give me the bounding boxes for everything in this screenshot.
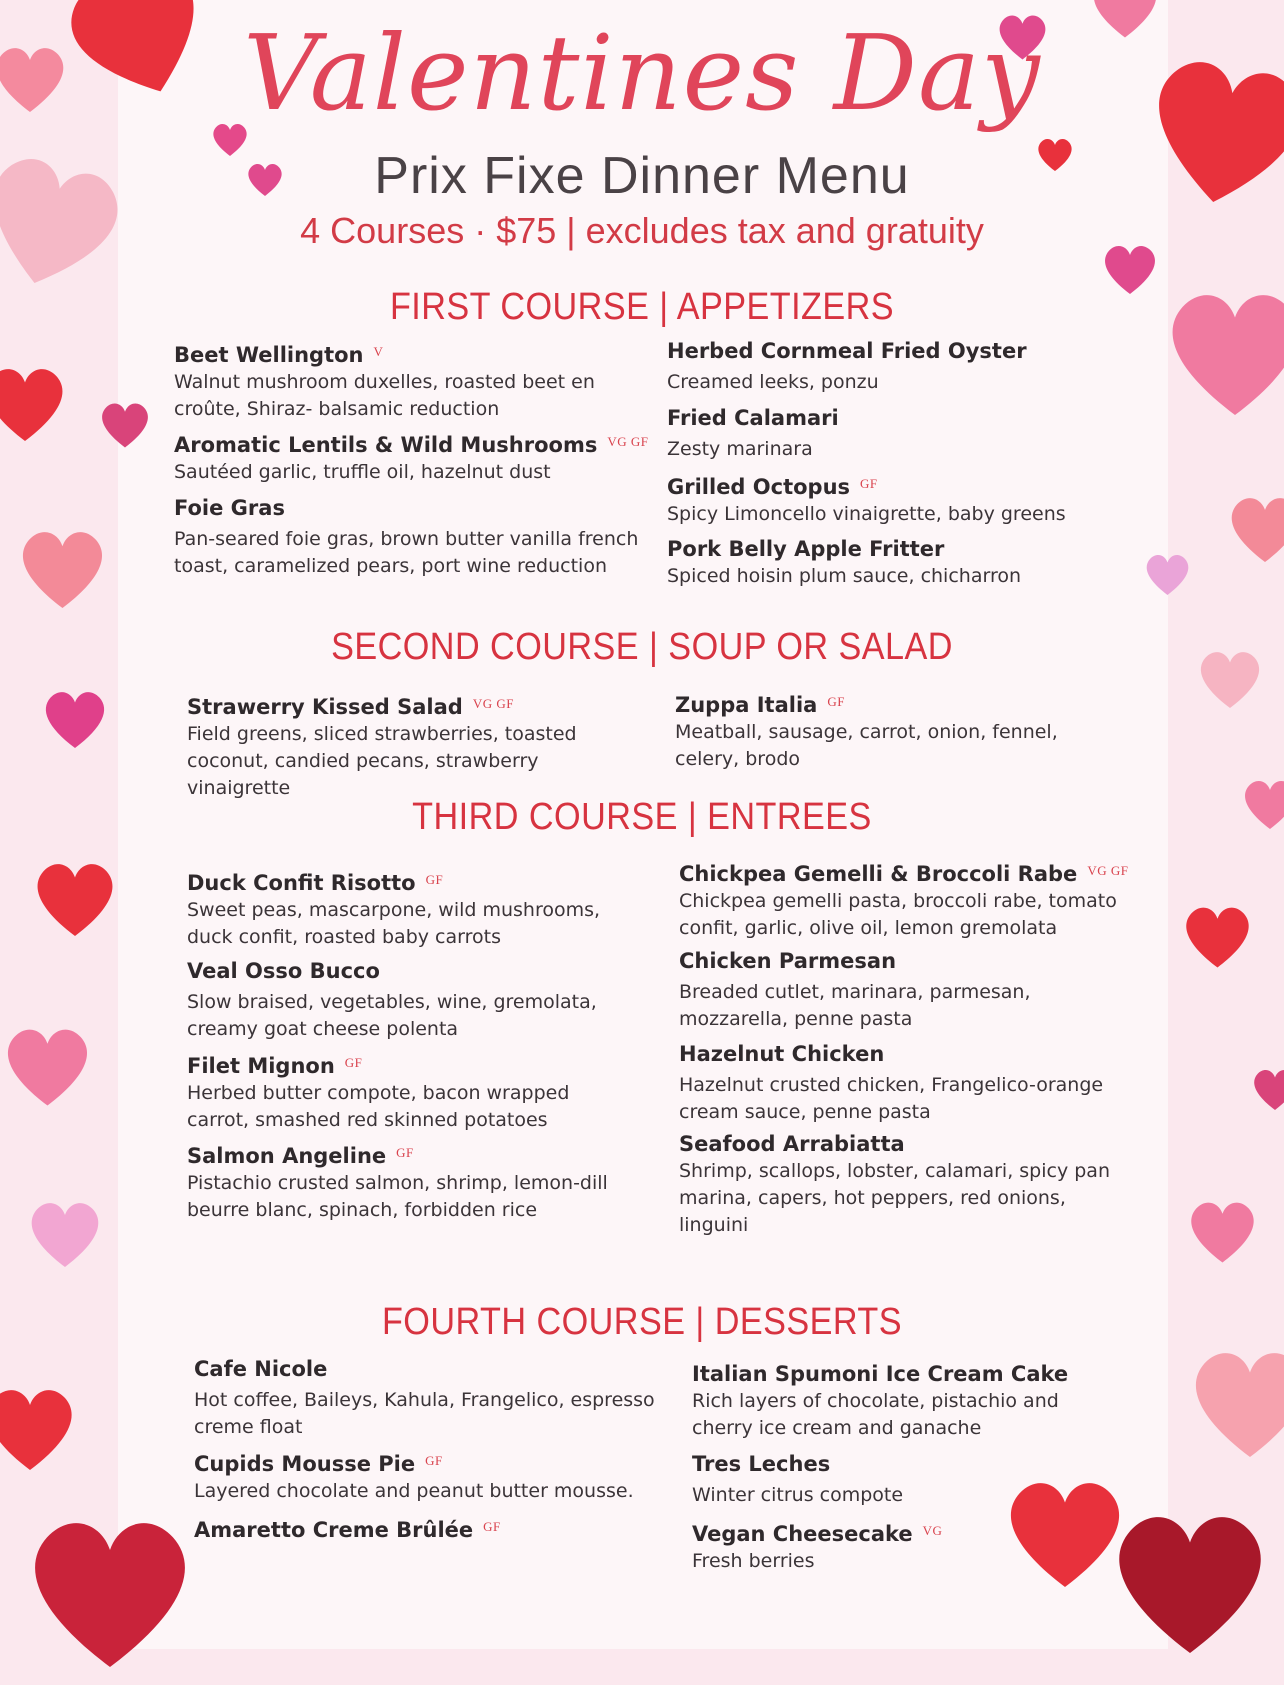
item-name: Amaretto Creme Brûlée <box>194 1518 474 1542</box>
menu-item <box>187 690 607 802</box>
item-name: Italian Spumoni Ice Cream Cake <box>692 1362 1069 1386</box>
item-name: Cafe Nicole <box>194 1357 328 1381</box>
item-description: Spiced hoisin plum sauce, chicharron <box>667 565 1022 587</box>
item-name: Duck Confit Risotto <box>187 871 416 895</box>
menu-item <box>194 1352 664 1441</box>
menu-item <box>692 1447 1112 1509</box>
heart-icon <box>1185 1325 1284 1485</box>
menu-item <box>187 954 617 1043</box>
page-title: Valentines Day <box>243 12 1041 134</box>
item-name: Chickpea Gemelli & Broccoli Rabe <box>679 862 1078 886</box>
dietary-tag: GF <box>483 1519 501 1534</box>
menu-item <box>174 428 649 486</box>
menu-item <box>692 1357 1112 1442</box>
page-subtitle: Prix Fixe Dinner Menu <box>374 147 910 205</box>
item-description: Fresh berries <box>692 1550 815 1572</box>
dietary-tag: GF <box>425 1453 443 1468</box>
course-heading-first: FIRST COURSE | APPETIZERS <box>389 286 895 328</box>
menu-item <box>667 401 1097 463</box>
heart-icon <box>0 1020 95 1115</box>
item-description: Winter citrus compote <box>692 1484 904 1506</box>
heart-icon <box>15 520 110 620</box>
dietary-tag: GF <box>344 1055 363 1070</box>
price-line: 4 Courses · $75 | excludes tax and gratuity <box>300 210 984 251</box>
item-description: Shrimp, scallops, lobster, calamari, spicy pan marina, capers, hot peppers, red onions, linguini <box>679 1160 1110 1236</box>
item-description: Herbed butter compote, bacon wrapped carrot, smashed red skinned potatoes <box>187 1082 570 1131</box>
menu-item <box>187 1139 617 1224</box>
item-description: Meatball, sausage, carrot, onion, fennel, celery, brodo <box>675 721 1058 770</box>
heart-icon <box>1140 550 1195 600</box>
item-description: Walnut mushroom duxelles, roasted beet en croûte, Shiraz- balsamic reduction <box>174 371 595 420</box>
item-name: Strawerry Kissed Salad <box>187 695 463 719</box>
dietary-tag: VG GF <box>607 434 649 449</box>
item-name: Beet Wellington <box>174 343 364 367</box>
item-description: Rich layers of chocolate, pistachio and cherry ice cream and ganache <box>692 1390 1059 1439</box>
menu-item <box>187 866 617 951</box>
item-description: Pistachio crusted salmon, shrimp, lemon-dill beurre blanc, spinach, forbidden rice <box>187 1172 608 1221</box>
heart-icon <box>25 1195 105 1275</box>
item-name: Cupids Mousse Pie <box>194 1452 416 1476</box>
item-description: Sautéed garlic, truffle oil, hazelnut dust <box>174 461 551 483</box>
item-name: Hazelnut Chicken <box>679 1042 885 1066</box>
course-heading-third: THIRD COURSE | ENTREES <box>412 796 872 838</box>
item-name: Foie Gras <box>174 496 285 520</box>
item-description: Creamed leeks, ponzu <box>667 371 879 393</box>
heart-icon <box>1225 480 1284 580</box>
dietary-tag: GF <box>827 694 845 709</box>
item-description: Slow braised, vegetables, wine, gremolata, creamy goat cheese polenta <box>187 991 597 1040</box>
dietary-tag: GF <box>425 872 444 887</box>
item-description: Hot coffee, Baileys, Kahula, Frangelico, espresso creme float <box>194 1389 655 1438</box>
dietary-tag: GF <box>396 1145 414 1160</box>
heart-icon <box>1240 770 1284 840</box>
item-description: Spicy Limoncello vinaigrette, baby greens <box>667 503 1066 525</box>
heart-icon <box>1185 1195 1260 1270</box>
item-name: Zuppa Italia <box>675 693 818 717</box>
item-name: Herbed Cornmeal Fried Oyster <box>667 339 1027 363</box>
item-name: Fried Calamari <box>667 406 839 430</box>
dietary-tag: VG <box>922 1523 943 1538</box>
menu-item <box>194 1513 664 1544</box>
course-heading-second: SECOND COURSE | SOUP OR SALAD <box>331 626 953 668</box>
menu-item <box>679 1127 1119 1239</box>
heart-icon <box>1250 1060 1284 1120</box>
item-name: Tres Leches <box>692 1452 831 1476</box>
item-description: Sweet peas, mascarpone, wild mushrooms, duck confit, roasted baby carrots <box>187 899 601 948</box>
heart-icon <box>1180 900 1255 975</box>
menu-item <box>692 1517 1112 1575</box>
dietary-tag: VG GF <box>1087 863 1129 878</box>
dietary-tag: VG GF <box>472 696 514 711</box>
menu-item <box>679 857 1129 942</box>
item-name: Chicken Parmesan <box>679 949 897 973</box>
menu-item <box>667 532 1097 590</box>
item-description: Hazelnut crusted chicken, Frangelico-orange cream sauce, penne pasta <box>679 1074 1104 1123</box>
heart-icon <box>0 350 70 460</box>
dietary-tag: GF <box>860 476 878 491</box>
item-name: Vegan Cheesecake <box>692 1522 913 1546</box>
menu-item <box>679 944 1099 1033</box>
dietary-tag: V <box>373 344 384 359</box>
heart-icon <box>95 398 155 453</box>
item-description: Breaded cutlet, marinara, parmesan, mozzarella, penne pasta <box>679 981 1031 1030</box>
item-name: Seafood Arrabiatta <box>679 1132 905 1156</box>
item-description: Layered chocolate and peanut butter mousse. <box>194 1480 634 1502</box>
heart-icon <box>30 840 120 960</box>
item-name: Veal Osso Bucco <box>187 959 380 983</box>
item-name: Filet Mignon <box>187 1054 335 1078</box>
menu-item <box>174 491 644 580</box>
item-description: Chickpea gemelli pasta, broccoli rabe, tomato confit, garlic, olive oil, lemon gremolata <box>679 890 1117 939</box>
item-name: Salmon Angeline <box>187 1144 387 1168</box>
menu-item <box>187 1049 617 1134</box>
menu-item <box>667 470 1097 528</box>
item-description: Field greens, sliced strawberries, toasted coconut, candied pecans, strawberry vinaigrette <box>187 723 577 799</box>
menu-item <box>675 688 1075 773</box>
heart-icon <box>0 1370 80 1490</box>
item-name: Pork Belly Apple Fritter <box>667 537 945 561</box>
menu-item <box>174 338 644 423</box>
menu-item <box>194 1447 664 1505</box>
heart-icon <box>40 680 110 760</box>
menu-item <box>667 334 1097 396</box>
item-name: Grilled Octopus <box>667 475 851 499</box>
menu-item <box>679 1037 1124 1126</box>
item-description: Zesty marinara <box>667 438 813 460</box>
item-name: Aromatic Lentils & Wild Mushrooms <box>174 433 598 457</box>
course-heading-fourth: FOURTH COURSE | DESSERTS <box>381 1301 903 1343</box>
item-description: Pan-seared foie gras, brown butter vanilla french toast, caramelized pears, port wine reduction <box>174 528 639 577</box>
